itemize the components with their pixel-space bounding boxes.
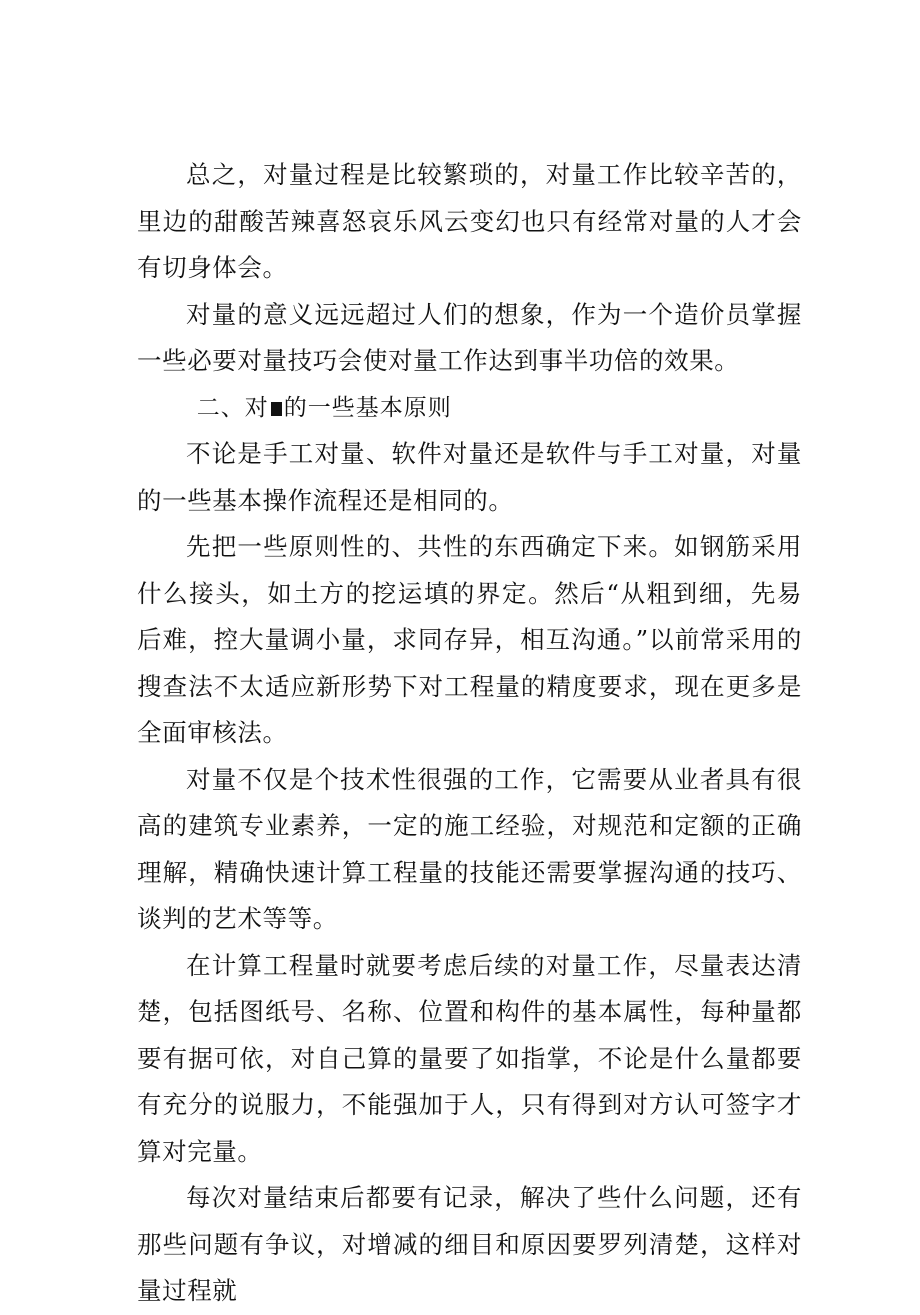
paragraph-significance: 对量的意义远远超过人们的想象，作为一个造价员掌握一些必要对量技巧会使对量工作达到事半功倍的效果。 [137, 299, 802, 375]
redaction-mark [271, 402, 282, 416]
section-heading [137, 385, 802, 432]
paragraph-principles: 先把一些原则性的、共性的东西确定下来。如钢筋采用什么接头，如土方的挖运填的界定。然后“从粗到细，先易后难，控大量调小量，求同存异，相互沟通。”以前常采用的搜查法不太适应新形势下对工程量的精度要求，现在更多是全面审核法。 [137, 532, 802, 747]
document-body [137, 152, 802, 1315]
paragraph-calculation: 在计算工程量时就要考虑后续的对量工作，尽量表达清楚，包括图纸号、名称、位置和构件的基本属性，每种量都要有据可依，对自己算的量要了如指掌，不论是什么量都要有充分的说服力，不能强加于人，只有得到对方认可签字才算对完量。 [137, 950, 802, 1166]
paragraph-process: 不论是手工对量、软件对量还是软件与手工对量，对量的一些基本操作流程还是相同的。 [137, 439, 802, 515]
paragraph-skills: 对量不仅是个技术性很强的工作，它需要从业者具有很高的建筑专业素养，一定的施工经验，对规范和定额的正确理解，精确快速计算工程量的技能还需要掌握沟通的技巧、谈判的艺术等等。 [137, 764, 802, 933]
paragraph-summary: 总之，对量过程是比较繁琐的，对量工作比较辛苦的，里边的甜酸苦辣喜怒哀乐风云变幻也只有经常对量的人才会有切身体会。 [137, 160, 802, 282]
section-heading-prefix: 二、对 [196, 394, 269, 421]
paragraph-records: 每次对量结束后都要有记录，解决了些什么问题，还有那些问题有争议，对增减的细目和原因要罗列清楚，这样对量过程就 [137, 1183, 802, 1305]
section-heading-suffix: 的一些基本原则 [283, 394, 452, 421]
